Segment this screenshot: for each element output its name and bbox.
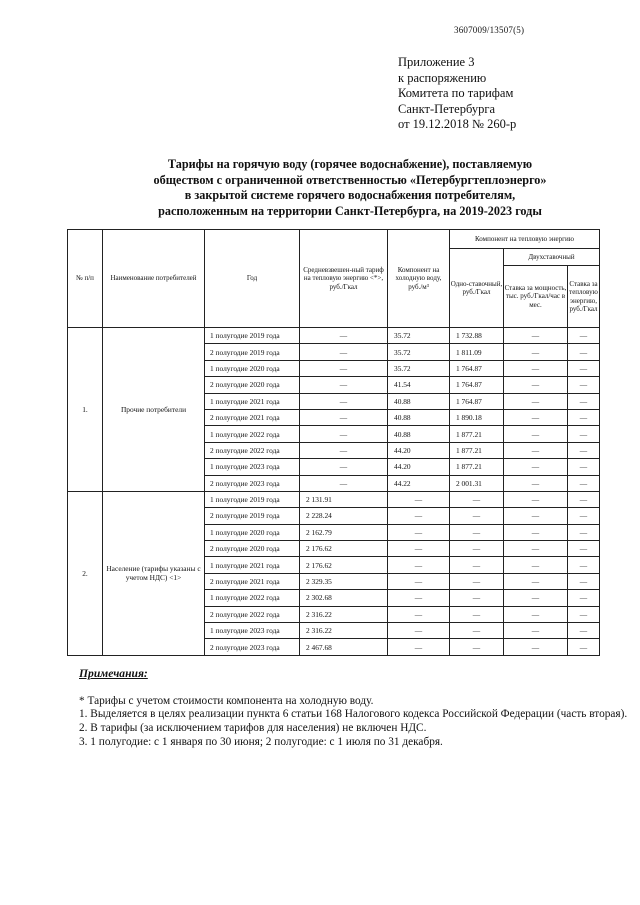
capacity-rate-cell: — — [504, 639, 568, 655]
average-tariff-cell: 2 329.35 — [300, 573, 388, 589]
capacity-rate-cell: — — [504, 606, 568, 622]
period-cell: 1 полугодие 2023 года — [205, 459, 300, 475]
average-tariff-cell: 2 162.79 — [300, 524, 388, 540]
period-cell: 2 полугодие 2023 года — [205, 639, 300, 655]
period-cell: 2 полугодие 2021 года — [205, 409, 300, 425]
single-rate-cell: 1 764.87 — [450, 377, 504, 393]
cold-water-cell: — — [388, 573, 450, 589]
appendix-line: Санкт-Петербурга — [398, 101, 496, 116]
capacity-rate-cell: — — [504, 590, 568, 606]
energy-rate-cell: — — [568, 557, 600, 573]
average-tariff-cell: — — [300, 360, 388, 376]
period-cell: 2 полугодие 2020 года — [205, 541, 300, 557]
energy-rate-cell: — — [568, 623, 600, 639]
average-tariff-cell: — — [300, 459, 388, 475]
period-cell: 1 полугодие 2019 года — [205, 328, 300, 344]
appendix-line: от 19.12.2018 № 260-р — [398, 117, 517, 131]
appendix-line: Приложение 3 — [398, 55, 475, 69]
single-rate-cell: — — [450, 508, 504, 524]
single-rate-cell: 1 890.18 — [450, 409, 504, 425]
energy-rate-cell: — — [568, 328, 600, 344]
single-rate-cell: — — [450, 623, 504, 639]
single-rate-cell: 1 877.21 — [450, 459, 504, 475]
average-tariff-cell: — — [300, 393, 388, 409]
capacity-rate-cell: — — [504, 344, 568, 360]
header-capacity-rate: Ставка за мощность, тыс. руб./Гкал/час в мес. — [504, 266, 568, 328]
period-cell: 2 полугодие 2019 года — [205, 344, 300, 360]
appendix-block — [398, 55, 516, 133]
single-rate-cell: — — [450, 590, 504, 606]
tariff-table — [67, 229, 600, 656]
cold-water-cell: 40.88 — [388, 409, 450, 425]
period-cell: 1 полугодие 2022 года — [205, 590, 300, 606]
cold-water-cell: — — [388, 491, 450, 507]
average-tariff-cell: — — [300, 377, 388, 393]
period-cell: 1 полугодие 2020 года — [205, 524, 300, 540]
group-number: 1. — [68, 328, 103, 492]
capacity-rate-cell: — — [504, 409, 568, 425]
appendix-line: Комитета по тарифам — [398, 86, 514, 100]
average-tariff-cell: — — [300, 442, 388, 458]
single-rate-cell: — — [450, 524, 504, 540]
energy-rate-cell: — — [568, 491, 600, 507]
average-tariff-cell: — — [300, 328, 388, 344]
capacity-rate-cell: — — [504, 623, 568, 639]
average-tariff-cell: — — [300, 475, 388, 491]
cold-water-cell: 40.88 — [388, 393, 450, 409]
average-tariff-cell: 2 131.91 — [300, 491, 388, 507]
energy-rate-cell: — — [568, 508, 600, 524]
energy-rate-cell: — — [568, 393, 600, 409]
single-rate-cell: 1 811.09 — [450, 344, 504, 360]
cold-water-cell: 44.20 — [388, 459, 450, 475]
period-cell: 1 полугодие 2021 года — [205, 557, 300, 573]
single-rate-cell: 1 732.88 — [450, 328, 504, 344]
title-line: Тарифы на горячую воду (горячее водоснабжение), поставляемую — [167, 157, 533, 171]
cold-water-cell: — — [388, 590, 450, 606]
period-cell: 1 полугодие 2021 года — [205, 393, 300, 409]
cold-water-cell: — — [388, 541, 450, 557]
table-row — [68, 491, 600, 507]
energy-rate-cell: — — [568, 344, 600, 360]
average-tariff-cell: — — [300, 409, 388, 425]
energy-rate-cell: — — [568, 442, 600, 458]
note-item: 1. Выделяется в целях реализации пункта 6 статьи 168 Налогового кодекса Российской Федерации (часть вторая). — [79, 708, 628, 721]
cold-water-cell: — — [388, 524, 450, 540]
header-heat-component-group: Компонент на тепловую энергию — [450, 230, 600, 249]
single-rate-cell: 1 877.21 — [450, 442, 504, 458]
single-rate-cell: — — [450, 541, 504, 557]
average-tariff-cell: 2 302.68 — [300, 590, 388, 606]
capacity-rate-cell: — — [504, 328, 568, 344]
title-line: обществом с ограниченной ответственностью «Петербургтеплоэнерго» — [153, 172, 547, 187]
cold-water-cell: — — [388, 639, 450, 655]
capacity-rate-cell: — — [504, 459, 568, 475]
single-rate-cell: 1 877.21 — [450, 426, 504, 442]
header-cold-water-component: Компонент на холодную воду, руб./м³ — [388, 230, 450, 328]
cold-water-cell: 44.22 — [388, 475, 450, 491]
cold-water-cell: — — [388, 557, 450, 573]
period-cell: 1 полугодие 2019 года — [205, 491, 300, 507]
table-row — [68, 328, 600, 344]
header-year: Год — [205, 230, 300, 328]
capacity-rate-cell: — — [504, 573, 568, 589]
average-tariff-cell: 2 316.22 — [300, 623, 388, 639]
energy-rate-cell: — — [568, 360, 600, 376]
single-rate-cell: — — [450, 639, 504, 655]
average-tariff-cell: 2 228.24 — [300, 508, 388, 524]
document-title — [100, 157, 600, 219]
header-consumer-name: Наименование потребителей — [103, 230, 205, 328]
header-energy-rate: Ставка за тепловую энергию, руб./Гкал — [568, 266, 600, 328]
capacity-rate-cell: — — [504, 442, 568, 458]
group-number: 2. — [68, 491, 103, 655]
energy-rate-cell: — — [568, 590, 600, 606]
period-cell: 1 полугодие 2020 года — [205, 360, 300, 376]
period-cell: 2 полугодие 2019 года — [205, 508, 300, 524]
average-tariff-cell: — — [300, 426, 388, 442]
title-line: расположенным на территории Санкт-Петербурга, на 2019-2023 годы — [158, 203, 542, 218]
header-average-tariff: Средневзвешен-ный тариф на тепловую энергию <*>, руб./Гкал — [300, 230, 388, 328]
energy-rate-cell: — — [568, 459, 600, 475]
energy-rate-cell: — — [568, 377, 600, 393]
average-tariff-cell: 2 176.62 — [300, 541, 388, 557]
average-tariff-cell: 2 176.62 — [300, 557, 388, 573]
single-rate-cell: — — [450, 491, 504, 507]
energy-rate-cell: — — [568, 606, 600, 622]
consumer-name: Население (тарифы указаны с учетом НДС) <1> — [103, 491, 205, 655]
header-two-part: Двухставочный — [504, 249, 600, 266]
single-rate-cell: — — [450, 557, 504, 573]
cold-water-cell: — — [388, 606, 450, 622]
capacity-rate-cell: — — [504, 475, 568, 491]
capacity-rate-cell: — — [504, 541, 568, 557]
cold-water-cell: 35.72 — [388, 360, 450, 376]
period-cell: 2 полугодие 2022 года — [205, 442, 300, 458]
single-rate-cell: 1 764.87 — [450, 360, 504, 376]
note-item: 2. В тарифы (за исключением тарифов для населения) не включен НДС. — [79, 722, 427, 735]
capacity-rate-cell: — — [504, 508, 568, 524]
average-tariff-cell: — — [300, 344, 388, 360]
period-cell: 2 полугодие 2022 года — [205, 606, 300, 622]
single-rate-cell: — — [450, 573, 504, 589]
energy-rate-cell: — — [568, 426, 600, 442]
period-cell: 2 полугодие 2021 года — [205, 573, 300, 589]
cold-water-cell: 40.88 — [388, 426, 450, 442]
average-tariff-cell: 2 316.22 — [300, 606, 388, 622]
consumer-name: Прочие потребители — [103, 328, 205, 492]
capacity-rate-cell: — — [504, 426, 568, 442]
energy-rate-cell: — — [568, 573, 600, 589]
period-cell: 2 полугодие 2023 года — [205, 475, 300, 491]
cold-water-cell: — — [388, 623, 450, 639]
capacity-rate-cell: — — [504, 393, 568, 409]
energy-rate-cell: — — [568, 541, 600, 557]
document-registration-number: 3607009/13507(5) — [454, 25, 525, 35]
single-rate-cell: 2 001.31 — [450, 475, 504, 491]
cold-water-cell: 35.72 — [388, 328, 450, 344]
period-cell: 2 полугодие 2020 года — [205, 377, 300, 393]
energy-rate-cell: — — [568, 409, 600, 425]
capacity-rate-cell: — — [504, 377, 568, 393]
capacity-rate-cell: — — [504, 557, 568, 573]
cold-water-cell: — — [388, 508, 450, 524]
cold-water-cell: 44.20 — [388, 442, 450, 458]
header-num: № п/п — [68, 230, 103, 328]
note-item: * Тарифы с учетом стоимости компонента на холодную воду. — [79, 694, 374, 707]
note-item: 3. 1 полугодие: с 1 января по 30 июня; 2 полугодие: с 1 июля по 31 декабря. — [79, 735, 443, 748]
period-cell: 1 полугодие 2022 года — [205, 426, 300, 442]
period-cell: 1 полугодие 2023 года — [205, 623, 300, 639]
notes-title: Примечания: — [79, 667, 148, 680]
notes-section — [79, 667, 627, 750]
table-body — [68, 328, 600, 656]
cold-water-cell: 35.72 — [388, 344, 450, 360]
cold-water-cell: 41.54 — [388, 377, 450, 393]
energy-rate-cell: — — [568, 524, 600, 540]
single-rate-cell: — — [450, 606, 504, 622]
appendix-line: к распоряжению — [398, 70, 487, 85]
capacity-rate-cell: — — [504, 360, 568, 376]
average-tariff-cell: 2 467.68 — [300, 639, 388, 655]
energy-rate-cell: — — [568, 475, 600, 491]
capacity-rate-cell: — — [504, 491, 568, 507]
energy-rate-cell: — — [568, 639, 600, 655]
single-rate-cell: 1 764.87 — [450, 393, 504, 409]
title-line: в закрытой системе горячего водоснабжения потребителям, — [184, 188, 516, 202]
header-single-rate: Одно-ставочный, руб./Гкал — [450, 249, 504, 328]
capacity-rate-cell: — — [504, 524, 568, 540]
